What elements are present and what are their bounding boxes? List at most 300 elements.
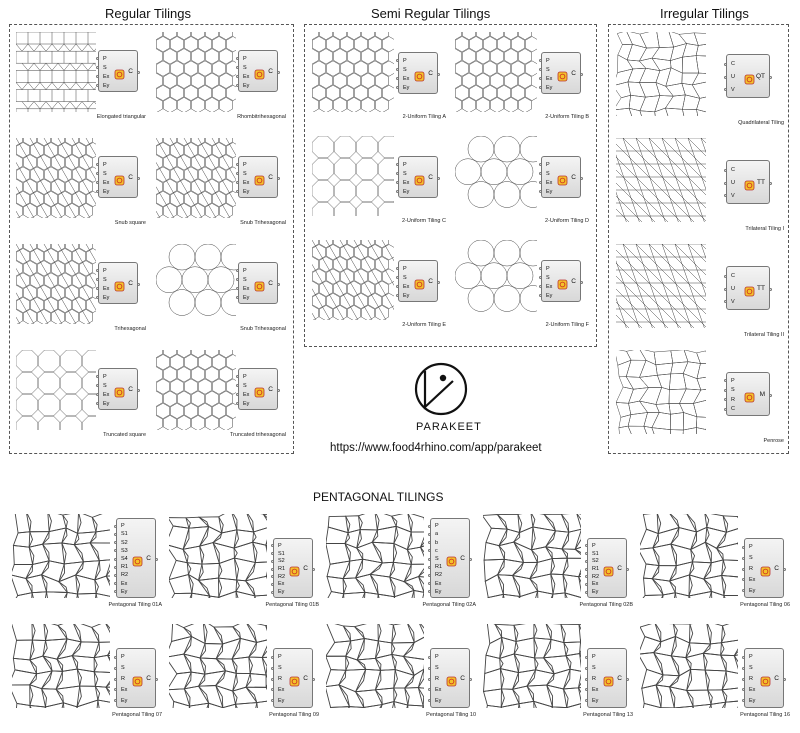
- tiling-component[interactable]: [430, 518, 470, 598]
- input-port-label: R: [749, 566, 753, 572]
- input-port[interactable]: [585, 583, 588, 586]
- input-port[interactable]: [114, 574, 117, 577]
- input-port[interactable]: [585, 656, 588, 659]
- output-port[interactable]: [155, 678, 158, 681]
- tiling-component[interactable]: [398, 52, 438, 94]
- tiling-cell: [12, 514, 162, 610]
- input-port-label: Ex: [403, 283, 410, 290]
- input-port[interactable]: [396, 267, 399, 270]
- tiling-pattern-icon: [16, 138, 96, 218]
- input-port[interactable]: [428, 667, 431, 670]
- input-port-label: S: [546, 274, 550, 281]
- input-port[interactable]: [428, 699, 431, 702]
- component-icon: [744, 72, 755, 83]
- tiling-pattern-icon: [326, 624, 424, 708]
- input-port[interactable]: [396, 68, 399, 71]
- input-port[interactable]: [236, 181, 239, 184]
- input-port[interactable]: [236, 84, 239, 87]
- input-port[interactable]: [114, 533, 117, 536]
- input-port[interactable]: [742, 589, 745, 592]
- component-icon: [254, 279, 265, 290]
- input-port[interactable]: [539, 77, 542, 80]
- input-port[interactable]: [271, 656, 274, 659]
- input-port[interactable]: [396, 285, 399, 288]
- input-port[interactable]: [724, 169, 727, 172]
- input-port[interactable]: [539, 163, 542, 166]
- input-port-label: b: [435, 539, 439, 546]
- irregular-tilings-title: Irregular Tilings: [660, 6, 749, 21]
- tiling-component[interactable]: [116, 518, 156, 598]
- tiling-component[interactable]: [98, 368, 138, 410]
- output-port[interactable]: [580, 281, 583, 284]
- tiling-component[interactable]: [726, 54, 770, 98]
- input-port[interactable]: [585, 552, 588, 555]
- input-port[interactable]: [428, 590, 431, 593]
- output-port[interactable]: [155, 558, 158, 561]
- tiling-component[interactable]: [238, 50, 278, 92]
- input-port[interactable]: [724, 408, 727, 411]
- input-port-label: P: [103, 267, 107, 274]
- output-port[interactable]: [277, 177, 280, 180]
- input-port[interactable]: [236, 190, 239, 193]
- input-port[interactable]: [236, 172, 239, 175]
- input-port[interactable]: [585, 688, 588, 691]
- output-port[interactable]: [580, 177, 583, 180]
- input-port[interactable]: [428, 656, 431, 659]
- input-port[interactable]: [585, 544, 588, 547]
- input-port[interactable]: [724, 275, 727, 278]
- input-port[interactable]: [271, 575, 274, 578]
- component-icon: [446, 554, 457, 565]
- output-port[interactable]: [769, 182, 772, 185]
- input-port[interactable]: [96, 278, 99, 281]
- input-port[interactable]: [96, 384, 99, 387]
- input-port[interactable]: [271, 678, 274, 681]
- input-port[interactable]: [585, 575, 588, 578]
- tiling-caption: Pentagonal Tiling 07: [112, 712, 162, 718]
- input-port[interactable]: [539, 190, 542, 193]
- input-port[interactable]: [396, 163, 399, 166]
- tiling-caption: Trihexagonal: [114, 326, 146, 332]
- input-port-label: Ex: [103, 285, 110, 292]
- input-port-label: P: [103, 373, 107, 380]
- output-port[interactable]: [626, 678, 629, 681]
- input-port-label: P: [592, 654, 596, 661]
- input-port[interactable]: [114, 656, 117, 659]
- input-port[interactable]: [724, 194, 727, 197]
- tiling-pattern-icon: [640, 514, 738, 598]
- input-port[interactable]: [428, 582, 431, 585]
- input-port[interactable]: [428, 688, 431, 691]
- input-port-label: S: [103, 170, 107, 177]
- input-port-label: P: [731, 377, 735, 384]
- input-port[interactable]: [114, 525, 117, 528]
- tiling-cell: [156, 138, 286, 228]
- input-port[interactable]: [539, 68, 542, 71]
- input-port-label: V: [731, 192, 735, 199]
- tiling-component[interactable]: [273, 538, 313, 598]
- input-port[interactable]: [742, 557, 745, 560]
- output-port-label: TT: [757, 179, 765, 186]
- input-port[interactable]: [724, 398, 727, 401]
- tiling-caption: Pentagonal Tiling 01A: [108, 602, 162, 608]
- output-port-label: C: [268, 68, 273, 75]
- input-port[interactable]: [114, 688, 117, 691]
- output-port[interactable]: [277, 283, 280, 286]
- input-port[interactable]: [724, 76, 727, 79]
- input-port-label: P: [546, 161, 550, 168]
- tiling-cell: [616, 244, 784, 340]
- input-port[interactable]: [271, 560, 274, 563]
- input-port[interactable]: [539, 276, 542, 279]
- input-port[interactable]: [96, 84, 99, 87]
- component-icon: [760, 564, 771, 575]
- input-port[interactable]: [742, 678, 745, 681]
- tiling-component[interactable]: [541, 52, 581, 94]
- tiling-caption: 2-Uniform Tiling C: [401, 218, 446, 224]
- input-port-label: Ey: [121, 588, 128, 595]
- input-port-label: Ex: [103, 73, 110, 80]
- output-port[interactable]: [469, 558, 472, 561]
- input-port[interactable]: [428, 678, 431, 681]
- tiling-component[interactable]: [398, 156, 438, 198]
- tiling-cell: [16, 244, 146, 334]
- input-port[interactable]: [742, 688, 745, 691]
- output-port[interactable]: [626, 568, 629, 571]
- input-port[interactable]: [96, 393, 99, 396]
- input-port[interactable]: [724, 389, 727, 392]
- input-port[interactable]: [428, 525, 431, 528]
- output-port-label: C: [428, 278, 433, 285]
- input-port[interactable]: [271, 544, 274, 547]
- input-port[interactable]: [396, 77, 399, 80]
- output-port[interactable]: [783, 568, 786, 571]
- tiling-cell: [16, 350, 146, 440]
- input-port[interactable]: [585, 591, 588, 594]
- tiling-component[interactable]: [273, 648, 313, 708]
- input-port-label: Ex: [546, 179, 553, 186]
- input-port[interactable]: [428, 533, 431, 536]
- input-port-label: R2: [121, 572, 129, 579]
- output-port[interactable]: [277, 71, 280, 74]
- input-port[interactable]: [396, 181, 399, 184]
- input-port[interactable]: [114, 678, 117, 681]
- tiling-component[interactable]: [238, 156, 278, 198]
- input-port[interactable]: [539, 267, 542, 270]
- input-port-label: S: [749, 665, 753, 672]
- tiling-component[interactable]: [430, 648, 470, 708]
- input-port-label: S2: [592, 558, 599, 565]
- tiling-pattern-icon: [483, 624, 581, 708]
- input-port-label: S: [403, 274, 407, 281]
- component-icon: [132, 554, 143, 565]
- input-port-label: S: [731, 387, 735, 394]
- component-icon: [744, 284, 755, 295]
- tiling-component[interactable]: [98, 50, 138, 92]
- tiling-pattern-icon: [455, 32, 537, 112]
- tiling-caption: Pentagonal Tiling 02A: [422, 602, 476, 608]
- input-port-label: Ey: [435, 697, 442, 704]
- output-port-label: C: [146, 675, 151, 682]
- regular-tilings-title: Regular Tilings: [105, 6, 191, 21]
- tiling-caption: Pentagonal Tiling 02B: [579, 602, 633, 608]
- tiling-pattern-icon: [616, 350, 706, 434]
- tiling-component[interactable]: [744, 538, 784, 598]
- input-port[interactable]: [96, 181, 99, 184]
- input-port[interactable]: [236, 163, 239, 166]
- component-icon: [114, 67, 125, 78]
- output-port[interactable]: [437, 177, 440, 180]
- input-port[interactable]: [236, 75, 239, 78]
- tiling-component[interactable]: [726, 372, 770, 416]
- tiling-pattern-icon: [326, 514, 424, 598]
- component-icon: [414, 277, 425, 288]
- tiling-pattern-icon: [156, 138, 236, 218]
- output-port[interactable]: [137, 71, 140, 74]
- output-port-label: TT: [757, 285, 765, 292]
- tiling-component[interactable]: [398, 260, 438, 302]
- input-port[interactable]: [271, 688, 274, 691]
- tiling-caption: Pentagonal Tiling 10: [426, 712, 476, 718]
- output-port-label: C: [617, 565, 622, 572]
- tiling-pattern-icon: [156, 350, 236, 430]
- component-icon: [744, 178, 755, 189]
- input-port[interactable]: [396, 276, 399, 279]
- input-port-label: S: [403, 66, 407, 73]
- input-port-label: Ex: [121, 580, 128, 587]
- component-icon: [132, 674, 143, 685]
- tiling-caption: Pentagonal Tiling 06: [740, 602, 790, 608]
- input-port[interactable]: [724, 300, 727, 303]
- tiling-component[interactable]: [541, 156, 581, 198]
- input-port[interactable]: [742, 656, 745, 659]
- input-port[interactable]: [428, 558, 431, 561]
- input-port[interactable]: [96, 190, 99, 193]
- input-port[interactable]: [96, 402, 99, 405]
- input-port[interactable]: [96, 66, 99, 69]
- input-port[interactable]: [114, 667, 117, 670]
- input-port[interactable]: [114, 558, 117, 561]
- output-port-label: C: [128, 68, 133, 75]
- input-port[interactable]: [539, 172, 542, 175]
- input-port[interactable]: [585, 560, 588, 563]
- tiling-pattern-icon: [16, 244, 96, 324]
- input-port[interactable]: [742, 578, 745, 581]
- input-port[interactable]: [271, 568, 274, 571]
- input-port-label: S: [243, 170, 247, 177]
- input-port[interactable]: [585, 699, 588, 702]
- tiling-component[interactable]: [587, 648, 627, 708]
- input-port[interactable]: [114, 582, 117, 585]
- input-port[interactable]: [539, 294, 542, 297]
- input-port-label: P: [243, 373, 247, 380]
- tiling-caption: Pentagonal Tiling 13: [583, 712, 633, 718]
- input-port[interactable]: [96, 75, 99, 78]
- tiling-component[interactable]: [726, 160, 770, 204]
- input-port-label: S1: [278, 550, 285, 557]
- tiling-component[interactable]: [541, 260, 581, 302]
- input-port[interactable]: [428, 549, 431, 552]
- input-port[interactable]: [396, 294, 399, 297]
- input-port[interactable]: [428, 541, 431, 544]
- input-port-label: V: [731, 298, 735, 305]
- input-port[interactable]: [428, 574, 431, 577]
- input-port[interactable]: [114, 699, 117, 702]
- tiling-component[interactable]: [744, 648, 784, 708]
- input-port[interactable]: [96, 269, 99, 272]
- input-port[interactable]: [396, 172, 399, 175]
- output-port[interactable]: [769, 76, 772, 79]
- tiling-cell: [312, 32, 446, 122]
- tiling-pattern-icon: [312, 136, 394, 216]
- tiling-cell: [312, 240, 446, 330]
- input-port[interactable]: [396, 86, 399, 89]
- tiling-caption: Rhombitrihexagonal: [237, 114, 286, 120]
- input-port-label: R1: [278, 566, 286, 572]
- input-port[interactable]: [96, 375, 99, 378]
- input-port[interactable]: [539, 285, 542, 288]
- output-port-label: C: [460, 555, 465, 562]
- input-port[interactable]: [96, 296, 99, 299]
- tiling-component[interactable]: [116, 648, 156, 708]
- tiling-component[interactable]: [587, 538, 627, 598]
- output-port-label: C: [571, 278, 576, 285]
- input-port-label: U: [731, 286, 735, 292]
- tiling-component[interactable]: [238, 368, 278, 410]
- output-port-label: C: [774, 565, 779, 572]
- input-port-label: P: [103, 161, 107, 168]
- input-port-label: R2: [435, 572, 443, 579]
- input-port-label: R1: [435, 564, 443, 571]
- input-port-label: P: [103, 55, 107, 62]
- output-port[interactable]: [312, 678, 315, 681]
- tiling-cell: [326, 514, 476, 610]
- input-port[interactable]: [396, 190, 399, 193]
- input-port-label: Ex: [592, 686, 599, 693]
- input-port-label: Ex: [243, 73, 250, 80]
- input-port[interactable]: [236, 278, 239, 281]
- input-port[interactable]: [742, 699, 745, 702]
- pentagonal-tilings-title: PENTAGONAL TILINGS: [313, 490, 444, 504]
- tiling-component[interactable]: [726, 266, 770, 310]
- output-port[interactable]: [469, 678, 472, 681]
- output-port[interactable]: [437, 73, 440, 76]
- input-port[interactable]: [96, 287, 99, 290]
- input-port[interactable]: [236, 269, 239, 272]
- input-port-label: Ey: [103, 82, 110, 89]
- input-port-label: C: [731, 61, 735, 68]
- output-port[interactable]: [580, 73, 583, 76]
- input-port-label: S: [121, 665, 125, 672]
- output-port[interactable]: [769, 288, 772, 291]
- input-port-label: Ex: [749, 686, 756, 693]
- input-port[interactable]: [114, 590, 117, 593]
- input-port[interactable]: [236, 393, 239, 396]
- input-port[interactable]: [236, 57, 239, 60]
- tiling-pattern-icon: [312, 240, 394, 320]
- input-port[interactable]: [539, 181, 542, 184]
- output-port[interactable]: [137, 389, 140, 392]
- input-port[interactable]: [236, 287, 239, 290]
- input-port[interactable]: [236, 66, 239, 69]
- input-port-label: P: [749, 654, 753, 661]
- tiling-component[interactable]: [98, 262, 138, 304]
- input-port[interactable]: [742, 546, 745, 549]
- output-port[interactable]: [277, 389, 280, 392]
- tiling-component[interactable]: [238, 262, 278, 304]
- output-port[interactable]: [769, 394, 772, 397]
- input-port[interactable]: [236, 296, 239, 299]
- input-port[interactable]: [724, 88, 727, 91]
- output-port[interactable]: [437, 281, 440, 284]
- input-port-label: S: [103, 382, 107, 389]
- input-port[interactable]: [271, 667, 274, 670]
- input-port[interactable]: [539, 59, 542, 62]
- input-port[interactable]: [539, 86, 542, 89]
- input-port[interactable]: [271, 552, 274, 555]
- input-port-label: Ex: [103, 391, 110, 398]
- input-port-label: R2: [592, 573, 600, 580]
- input-port-label: R: [435, 676, 439, 682]
- component-icon: [254, 173, 265, 184]
- input-port-label: P: [403, 57, 407, 64]
- output-port[interactable]: [312, 568, 315, 571]
- output-port[interactable]: [137, 177, 140, 180]
- input-port[interactable]: [236, 402, 239, 405]
- tiling-cell: [616, 32, 784, 128]
- output-port[interactable]: [783, 678, 786, 681]
- input-port[interactable]: [96, 57, 99, 60]
- input-port[interactable]: [114, 541, 117, 544]
- input-port-label: P: [592, 542, 596, 549]
- input-port-label: Ey: [403, 292, 410, 299]
- input-port-label: Ey: [546, 188, 553, 195]
- tiling-cell: [616, 138, 784, 234]
- input-port[interactable]: [96, 172, 99, 175]
- input-port-label: Ex: [546, 75, 553, 82]
- input-port[interactable]: [428, 566, 431, 569]
- tiling-cell: [12, 624, 162, 720]
- input-port-label: P: [278, 654, 282, 661]
- input-port[interactable]: [271, 699, 274, 702]
- input-port[interactable]: [114, 549, 117, 552]
- input-port[interactable]: [585, 568, 588, 571]
- input-port[interactable]: [724, 63, 727, 66]
- output-port-label: C: [571, 70, 576, 77]
- input-port-label: Ex: [749, 576, 756, 583]
- input-port[interactable]: [236, 375, 239, 378]
- input-port[interactable]: [271, 591, 274, 594]
- output-port[interactable]: [137, 283, 140, 286]
- input-port[interactable]: [396, 59, 399, 62]
- input-port[interactable]: [271, 583, 274, 586]
- food4rhino-link[interactable]: https://www.food4rhino.com/app/parakeet: [330, 442, 542, 454]
- tiling-cell: [16, 32, 146, 122]
- input-port[interactable]: [724, 182, 727, 185]
- input-port[interactable]: [742, 568, 745, 571]
- input-port[interactable]: [114, 566, 117, 569]
- input-port[interactable]: [742, 667, 745, 670]
- tiling-cell: [455, 32, 589, 122]
- input-port[interactable]: [724, 288, 727, 291]
- input-port[interactable]: [585, 678, 588, 681]
- input-port[interactable]: [236, 384, 239, 387]
- input-port[interactable]: [724, 379, 727, 382]
- tiling-pattern-icon: [616, 244, 706, 328]
- tiling-component[interactable]: [98, 156, 138, 198]
- input-port[interactable]: [585, 667, 588, 670]
- input-port[interactable]: [96, 163, 99, 166]
